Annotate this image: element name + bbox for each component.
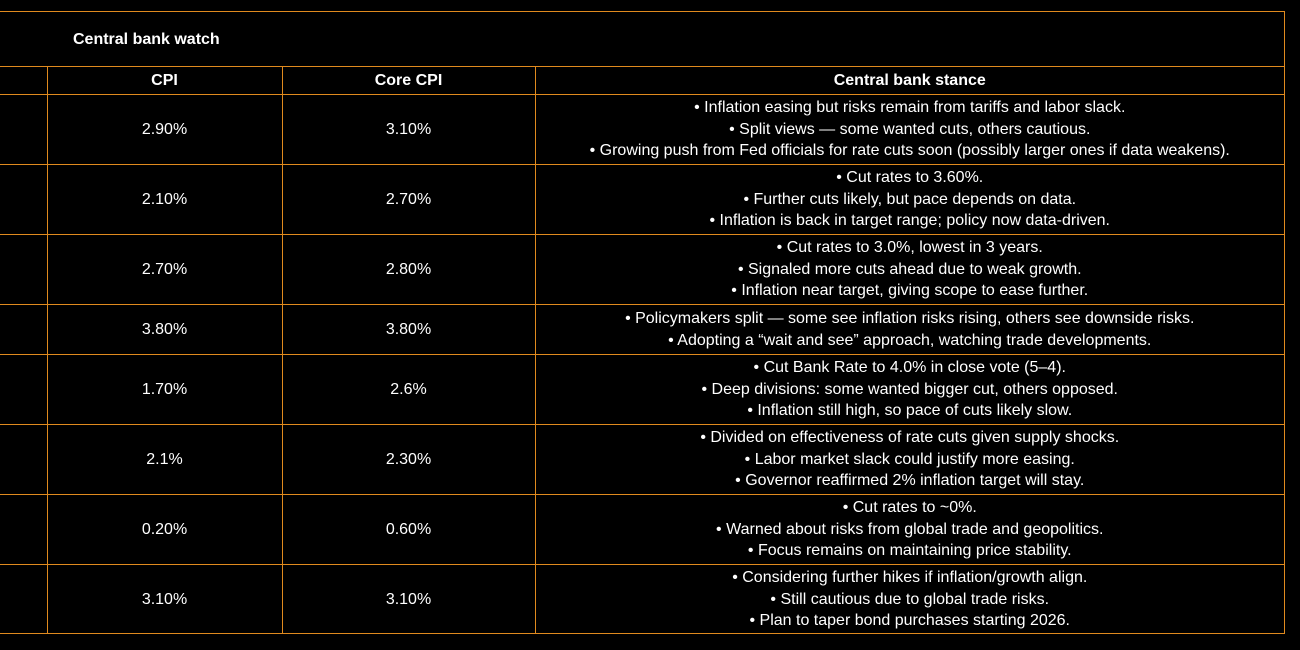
header-label (0, 67, 47, 95)
central-bank-table-frame (0, 11, 1285, 634)
stance-bullet: • Warned about risks from global trade and geopolitics. (716, 520, 1104, 538)
core-cpi-cell: 3.80% (282, 305, 535, 355)
header-cpi: CPI (47, 67, 282, 95)
table-body (0, 95, 1284, 635)
stance-bullet: • Policymakers split — some see inflation risks rising, others see downside risks. (625, 310, 1195, 327)
stance-cell (535, 355, 1284, 425)
header-core-cpi: Core CPI (282, 67, 535, 95)
stance-bullet: • Deep divisions: some wanted bigger cut, others opposed. (701, 380, 1118, 398)
table-row (0, 425, 1284, 495)
core-cpi-cell: 2.30% (282, 425, 535, 495)
core-cpi-cell: 2.6% (282, 355, 535, 425)
stance-bullet: • Inflation is back in target range; policy now data-driven. (709, 212, 1110, 230)
stance-bullet: • Further cuts likely, but pace depends on data. (743, 190, 1077, 208)
stance-cell (535, 305, 1284, 355)
row-label-cell (0, 565, 47, 635)
stance-bullet: • Divided on effectiveness of rate cuts given supply shocks. (700, 429, 1120, 447)
stance-cell (535, 165, 1284, 235)
cpi-cell: 1.70% (47, 355, 282, 425)
table-row (0, 305, 1284, 355)
row-label-cell (0, 425, 47, 495)
cpi-cell: 2.70% (47, 235, 282, 305)
table-row (0, 495, 1284, 565)
table-title: Central bank watch (73, 31, 220, 48)
stance-cell (535, 565, 1284, 635)
cpi-cell: 2.90% (47, 95, 282, 165)
stance-bullet: • Split views — some wanted cuts, others cautious. (729, 120, 1091, 138)
stance-bullet: • Cut rates to ~0%. (842, 499, 977, 517)
row-label-cell (0, 235, 47, 305)
table-row (0, 565, 1284, 635)
stance-bullet: • Growing push from Fed officials for rate cuts soon (possibly larger ones if data weakens). (589, 142, 1230, 160)
stance-bullet: • Inflation still high, so pace of cuts likely slow. (747, 402, 1073, 420)
cpi-cell: 2.10% (47, 165, 282, 235)
table-row (0, 95, 1284, 165)
stance-cell (535, 495, 1284, 565)
stance-bullet: • Plan to taper bond purchases starting 2026. (749, 612, 1070, 630)
row-label-cell (0, 95, 47, 165)
stance-bullet: • Still cautious due to global trade risks. (770, 590, 1050, 608)
table-row (0, 355, 1284, 425)
table-row (0, 235, 1284, 305)
central-bank-table (0, 67, 1284, 634)
stance-bullet: • Labor market slack could justify more easing. (744, 450, 1075, 468)
core-cpi-cell: 2.70% (282, 165, 535, 235)
cpi-cell: 3.80% (47, 305, 282, 355)
cpi-cell: 3.10% (47, 565, 282, 635)
stance-bullet: • Inflation near target, giving scope to ease further. (731, 282, 1089, 300)
stance-bullet: • Cut rates to 3.60%. (836, 169, 984, 187)
header-stance: Central bank stance (535, 67, 1284, 95)
stance-cell (535, 95, 1284, 165)
stance-cell (535, 235, 1284, 305)
stance-cell (535, 425, 1284, 495)
stance-bullet: • Inflation easing but risks remain from tariffs and labor slack. (694, 99, 1126, 117)
core-cpi-cell: 2.80% (282, 235, 535, 305)
core-cpi-cell: 0.60% (282, 495, 535, 565)
table-row (0, 165, 1284, 235)
cpi-cell: 0.20% (47, 495, 282, 565)
stance-bullet: • Focus remains on maintaining price stability. (747, 542, 1072, 560)
title-bar (0, 12, 1284, 67)
row-label-cell (0, 355, 47, 425)
stance-bullet: • Adopting a “wait and see” approach, watching trade developments. (668, 331, 1152, 349)
row-label-cell (0, 495, 47, 565)
row-label-cell (0, 165, 47, 235)
core-cpi-cell: 3.10% (282, 565, 535, 635)
stance-bullet: • Considering further hikes if inflation/growth align. (732, 569, 1088, 587)
core-cpi-cell: 3.10% (282, 95, 535, 165)
stance-bullet: • Cut Bank Rate to 4.0% in close vote (5–4). (753, 359, 1066, 377)
cpi-cell: 2.1% (47, 425, 282, 495)
row-label-cell (0, 305, 47, 355)
header-row (0, 67, 1284, 95)
stance-bullet: • Governor reaffirmed 2% inflation target will stay. (735, 472, 1085, 490)
stance-bullet: • Signaled more cuts ahead due to weak growth. (737, 260, 1082, 278)
stance-bullet: • Cut rates to 3.0%, lowest in 3 years. (776, 239, 1043, 257)
